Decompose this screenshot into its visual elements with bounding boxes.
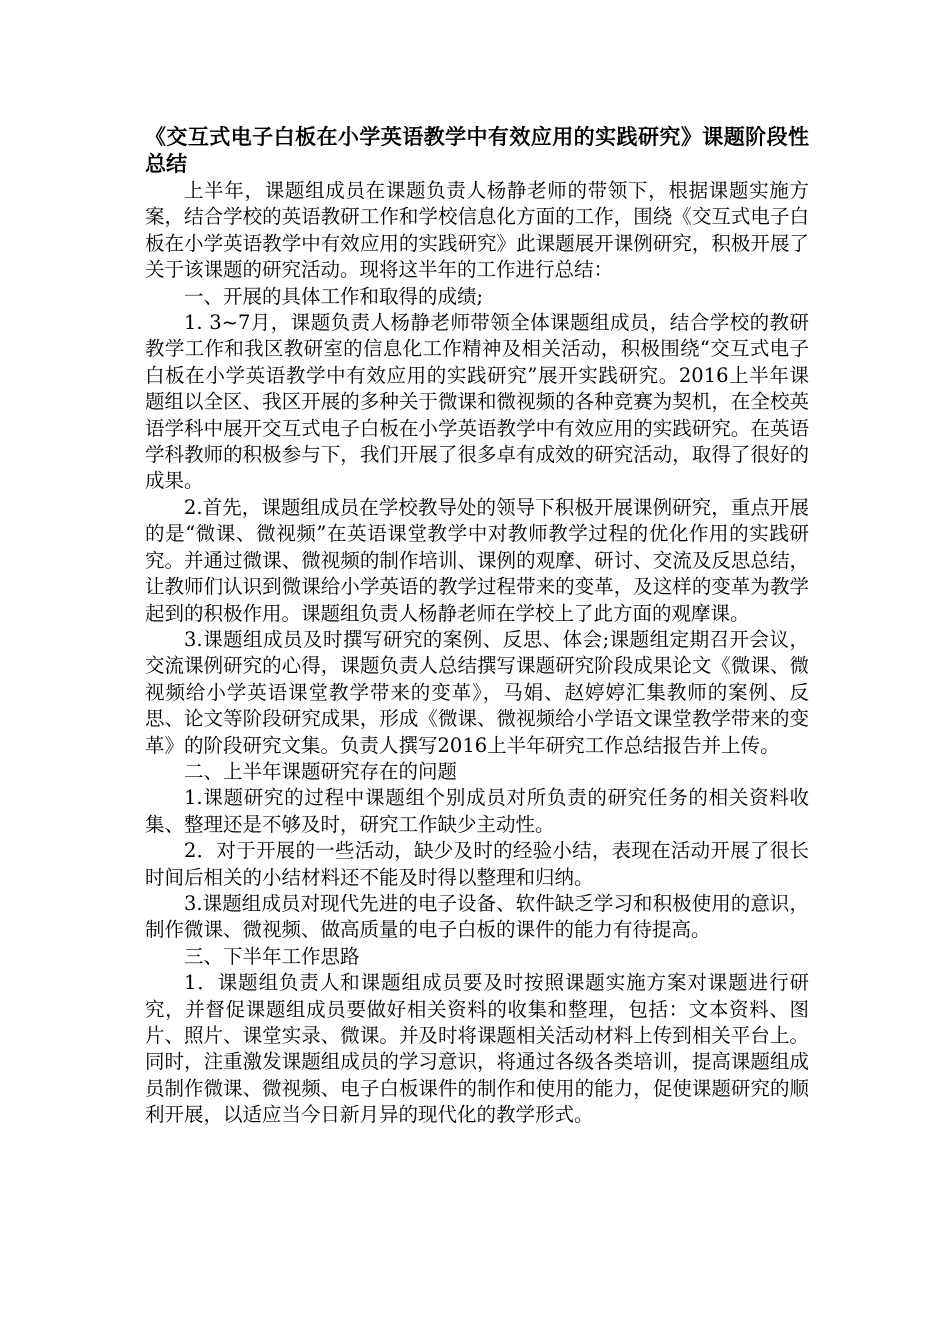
paragraph-intro: 上半年，课题组成员在课题负责人杨静老师的带领下，根据课题实施方案，结合学校的英语教研工作和学校信息化方面的工作，围绕《交互式电子白板在小学英语教学中有效应用的实践研究》此课题展开课例研究，积极开展了关于该课题的研究活动。现将这半年的工作进行总结： — [145, 179, 809, 282]
paragraph-problem-2: 2．对于开展的一些活动，缺少及时的经验小结，表现在活动开展了很长时间后相关的小结材料还不能及时得以整理和归纳。 — [145, 839, 809, 889]
section-heading-plan: 三、下半年工作思路 — [184, 944, 360, 968]
paragraph-plan-1: 1．课题组负责人和课题组成员要及时按照课题实施方案对课题进行研究，并督促课题组成员要做好相关资料的收集和整理，包括：文本资料、图片、照片、课堂实录、微课。并及时将课题相关活动材料上传到相关平台上。同时，注重激发课题组成员的学习意识，将通过各级各类培训，提高课题组成员制作微课、微视频、电子白板课件的制作和使用的能力，促使课题研究的顺利开展，以适应当今日新月异的现代化的教学形式。 — [145, 971, 809, 1127]
paragraph-problem-3: 3.课题组成员对现代先进的电子设备、软件缺乏学习和积极使用的意识，制作微课、微视频、做高质量的电子白板的课件的能力有待提高。 — [145, 891, 809, 942]
paragraph-achievement-2: 2.首先，课题组成员在学校教导处的领导下积极开展课例研究，重点开展的是“微课、微视频”在英语课堂教学中对教师教学过程的优化作用的实践研究。并通过微课、微视频的制作培训、课例的观摩、研讨、交流及反思总结，让教师们认识到微课给小学英语的教学过程带来的变革，及这样的变革为教学起到的积极作用。课题组负责人杨静老师在学校上了此方面的观摩课。 — [145, 495, 809, 625]
section-heading-achievements: 一、开展的具体工作和取得的成绩; — [184, 284, 484, 308]
paragraph-achievement-3: 3.课题组成员及时撰写研究的案例、反思、体会;课题组定期召开会议，交流课例研究的心得，课题负责人总结撰写课题研究阶段成果论文《微课、微视频给小学英语课堂教学带来的变革》，马娟、赵婷婷汇集教师的案例、反思、论文等阶段研究成果，形成《微课、微视频给小学语文课堂教学带来的变革》的阶段研究文集。负责人撰写2016上半年研究工作总结报告并上传。 — [145, 627, 809, 757]
section-heading-problems: 二、上半年课题研究存在的问题 — [184, 759, 458, 783]
paragraph-problem-1: 1.课题研究的过程中课题组个别成员对所负责的研究任务的相关资料收集、整理还是不够及时，研究工作缺少主动性。 — [145, 786, 809, 836]
document-title: 《交互式电子白板在小学英语教学中有效应用的实践研究》课题阶段性总结 — [145, 125, 809, 176]
document-page — [145, 124, 809, 1129]
document-body — [145, 178, 809, 1129]
paragraph-achievement-1: 1. 3~7月，课题负责人杨静老师带领全体课题组成员，结合学校的教研教学工作和我区教研室的信息化工作精神及相关活动，积极围绕“交互式电子白板在小学英语教学中有效应用的实践研究”展开实践研究。2016上半年课题组以全区、我区开展的多种关于微课和微视频的各种竞赛为契机，在全校英语学科中展开交互式电子白板在小学英语教学中有效应用的实践研究。在英语学科教师的积极参与下，我们开展了很多卓有成效的研究活动，取得了很好的成果。 — [145, 311, 809, 493]
